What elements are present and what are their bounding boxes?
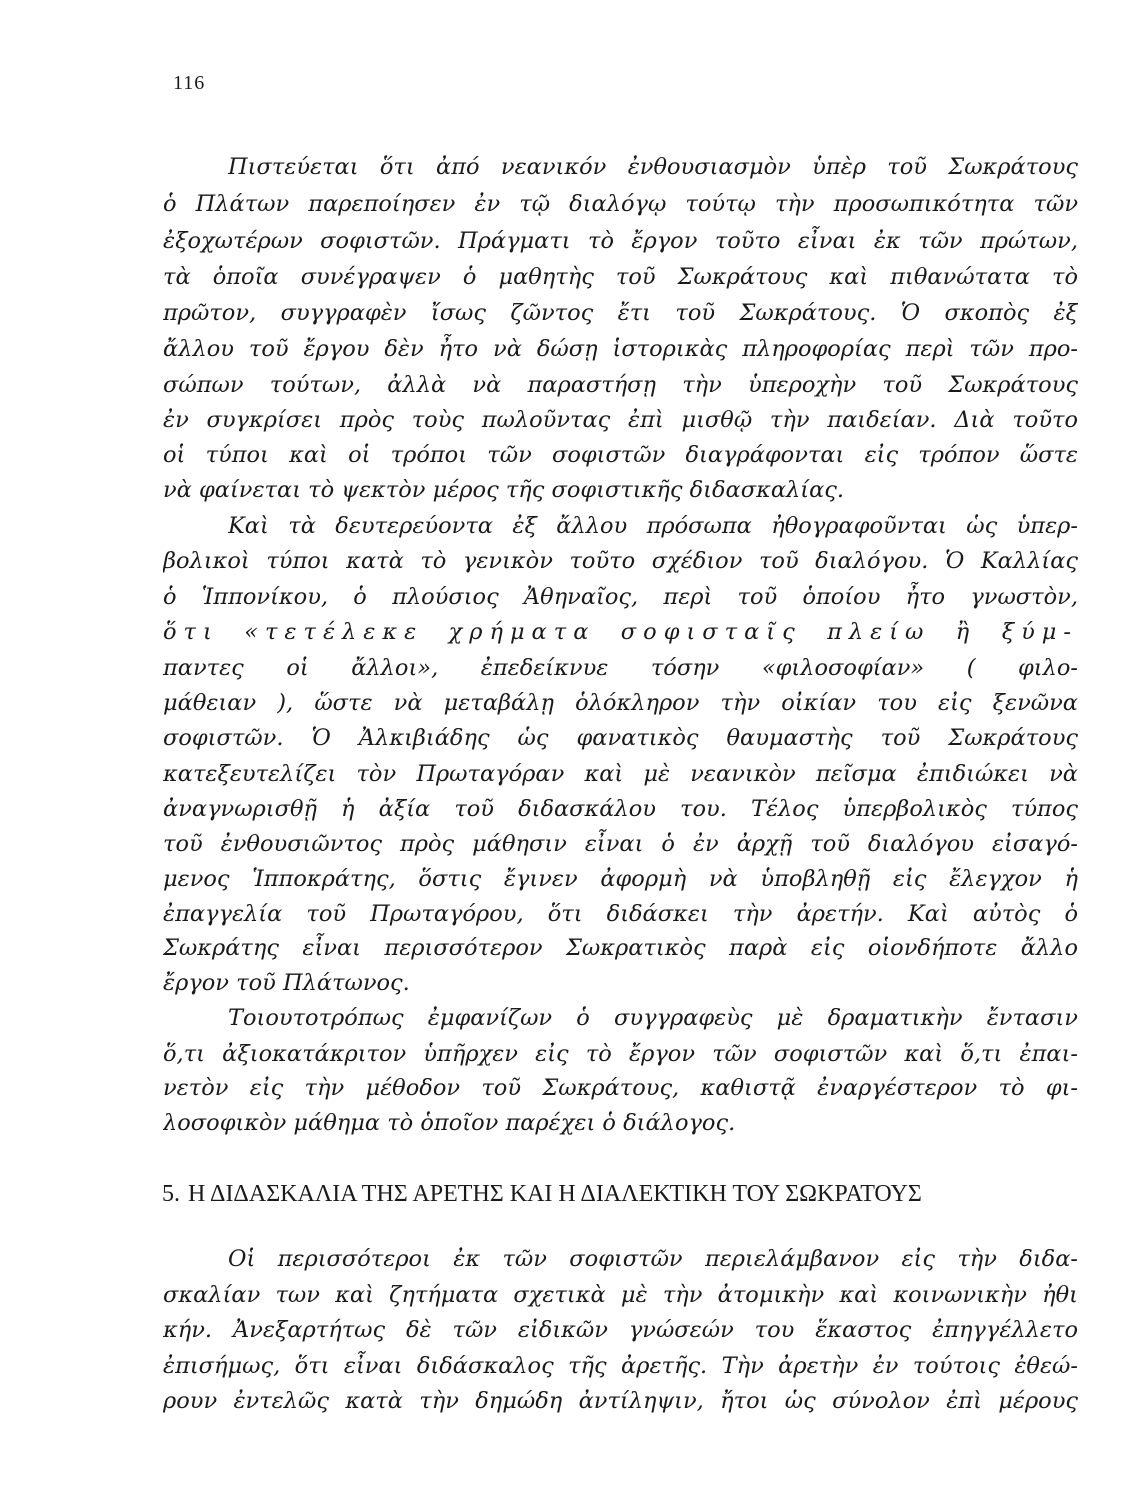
text-line: ὅτι «τετέλεκε χρήματα σοφισταῖς πλείω ἢ ξύμ- [163, 619, 1078, 645]
text-line: νετὸν εἰς τὴν μέθοδον τοῦ Σωκράτους, καθιστᾷ ἐναργέστερον τὸ φι- [163, 1075, 1078, 1101]
page-number: 116 [173, 72, 206, 94]
text-line: ὁ Ἱππονίκου, ὁ πλούσιος Ἀθηναῖος, περὶ τοῦ ὁποίου ἦτο γνωστὸν, [163, 584, 1078, 610]
text-line: κήν. Ἀνεξαρτήτως δὲ τῶν εἰδικῶν γνώσεών του ἕκαστος ἐπηγγέλλετο [163, 1317, 1078, 1343]
text-line: Οἱ περισσότεροι ἐκ τῶν σοφιστῶν περιελάμβανον εἰς τὴν διδα- [228, 1246, 1078, 1272]
text-line: σώπων τούτων, ἀλλὰ νὰ παραστήσῃ τὴν ὑπεροχὴν τοῦ Σωκράτους [163, 372, 1078, 398]
section-number: 5. [162, 1181, 180, 1207]
text-line: νὰ φαίνεται τὸ ψεκτὸν μέρος τῆς σοφιστικῆς διδασκαλίας. [163, 477, 845, 503]
text-line: λοσοφικὸν μάθημα τὸ ὁποῖον παρέχει ὁ διάλογος. [163, 1110, 736, 1136]
text-line: σοφιστῶν. Ὁ Ἀλκιβιάδης ὡς φανατικὸς θαυμαστὴς τοῦ Σωκράτους [163, 725, 1078, 751]
text-line: ρουν ἐντελῶς κατὰ τὴν δημώδη ἀντίληψιν, ἤτοι ὡς σύνολον ἐπὶ μέρους [163, 1388, 1078, 1414]
text-line: σκαλίαν των καὶ ζητήματα σχετικὰ μὲ τὴν ἀτομικὴν καὶ κοινωνικὴν ἠθι [163, 1282, 1078, 1308]
section-heading [162, 1181, 1082, 1208]
text-line: ὅ,τι ἀξιοκατάκριτον ὑπῆρχεν εἰς τὸ ἔργον τῶν σοφιστῶν καὶ ὅ,τι ἐπαι- [163, 1041, 1078, 1067]
text-line: Σωκράτης εἶναι περισσότερον Σωκρατικὸς παρὰ εἰς οἱονδήποτε ἄλλο [163, 935, 1078, 961]
text-line: ἐξοχωτέρων σοφιστῶν. Πράγματι τὸ ἔργον τοῦτο εἶναι ἐκ τῶν πρώτων, [163, 228, 1078, 254]
text-line: κατεξευτελίζει τὸν Πρωταγόραν καὶ μὲ νεανικὸν πεῖσμα ἐπιδιώκει νὰ [163, 761, 1078, 787]
text-line: ἀναγνωρισθῇ ἡ ἀξία τοῦ διδασκάλου του. Τέλος ὑπερβολικὸς τύπος [163, 796, 1078, 822]
text-line: Τοιουτοτρόπως ἐμφανίζων ὁ συγγραφεὺς μὲ δραματικὴν ἔντασιν [228, 1005, 1078, 1031]
text-line: ἐπισήμως, ὅτι εἶναι διδάσκαλος τῆς ἀρετῆς. Τὴν ἀρετὴν ἐν τούτοις ἐθεώ- [163, 1353, 1078, 1379]
text-line: ἐν συγκρίσει πρὸς τοὺς πωλοῦντας ἐπὶ μισθῷ τὴν παιδείαν. Διὰ τοῦτο [163, 407, 1078, 433]
text-line: Καὶ τὰ δευτερεύοντα ἐξ ἄλλου πρόσωπα ἠθογραφοῦνται ὡς ὑπερ- [228, 513, 1078, 539]
text-line: ὁ Πλάτων παρεποίησεν ἐν τῷ διαλόγῳ τούτῳ τὴν προσωπικότητα τῶν [163, 191, 1078, 217]
text-line: τὰ ὁποῖα συνέγραψεν ὁ μαθητὴς τοῦ Σωκράτους καὶ πιθανώτατα τὸ [163, 264, 1078, 290]
section-title: Η ΔΙΔΑΣΚΑΛΙΑ ΤΗΣ ΑΡΕΤΗΣ ΚΑΙ Η ΔΙΑΛΕΚΤΙΚΗ ΤΟΥ ΣΩΚΡΑΤΟΥΣ [188, 1181, 922, 1207]
text-line: μενος Ἱπποκράτης, ὅστις ἔγινεν ἀφορμὴ νὰ ὑποβληθῇ εἰς ἔλεγχον ἡ [163, 866, 1078, 892]
text-line: μάθειαν ), ὥστε νὰ μεταβάλῃ ὁλόκληρον τὴν οἰκίαν του εἰς ξενῶνα [163, 690, 1078, 716]
text-line: ἄλλου τοῦ ἔργου δὲν ἦτο νὰ δώσῃ ἱστορικὰς πληροφορίας περὶ τῶν προ- [163, 336, 1078, 362]
text-line: Πιστεύεται ὅτι ἀπό νεανικόν ἐνθουσιασμὸν ὑπὲρ τοῦ Σωκράτους [228, 154, 1078, 180]
text-line: τοῦ ἐνθουσιῶντος πρὸς μάθησιν εἶναι ὁ ἐν ἀρχῇ τοῦ διαλόγου εἰσαγό- [163, 831, 1078, 857]
text-line: πρῶτον, συγγραφὲν ἴσως ζῶντος ἔτι τοῦ Σωκράτους. Ὁ σκοπὸς ἐξ [163, 300, 1078, 326]
text-line: ἔργον τοῦ Πλάτωνος. [163, 970, 410, 996]
text-line: οἱ τύποι καὶ οἱ τρόποι τῶν σοφιστῶν διαγράφονται εἰς τρόπον ὥστε [163, 442, 1078, 468]
text-line: βολικοὶ τύποι κατὰ τὸ γενικὸν τοῦτο σχέδιον τοῦ διαλόγου. Ὁ Καλλίας [163, 548, 1078, 574]
text-line: ἐπαγγελία τοῦ Πρωταγόρου, ὅτι διδάσκει τὴν ἀρετήν. Καὶ αὐτὸς ὁ [163, 901, 1078, 927]
text-line: παντες οἱ ἄλλοι», ἐπεδείκνυε τόσην «φιλοσοφίαν» ( φιλο- [163, 655, 1078, 681]
